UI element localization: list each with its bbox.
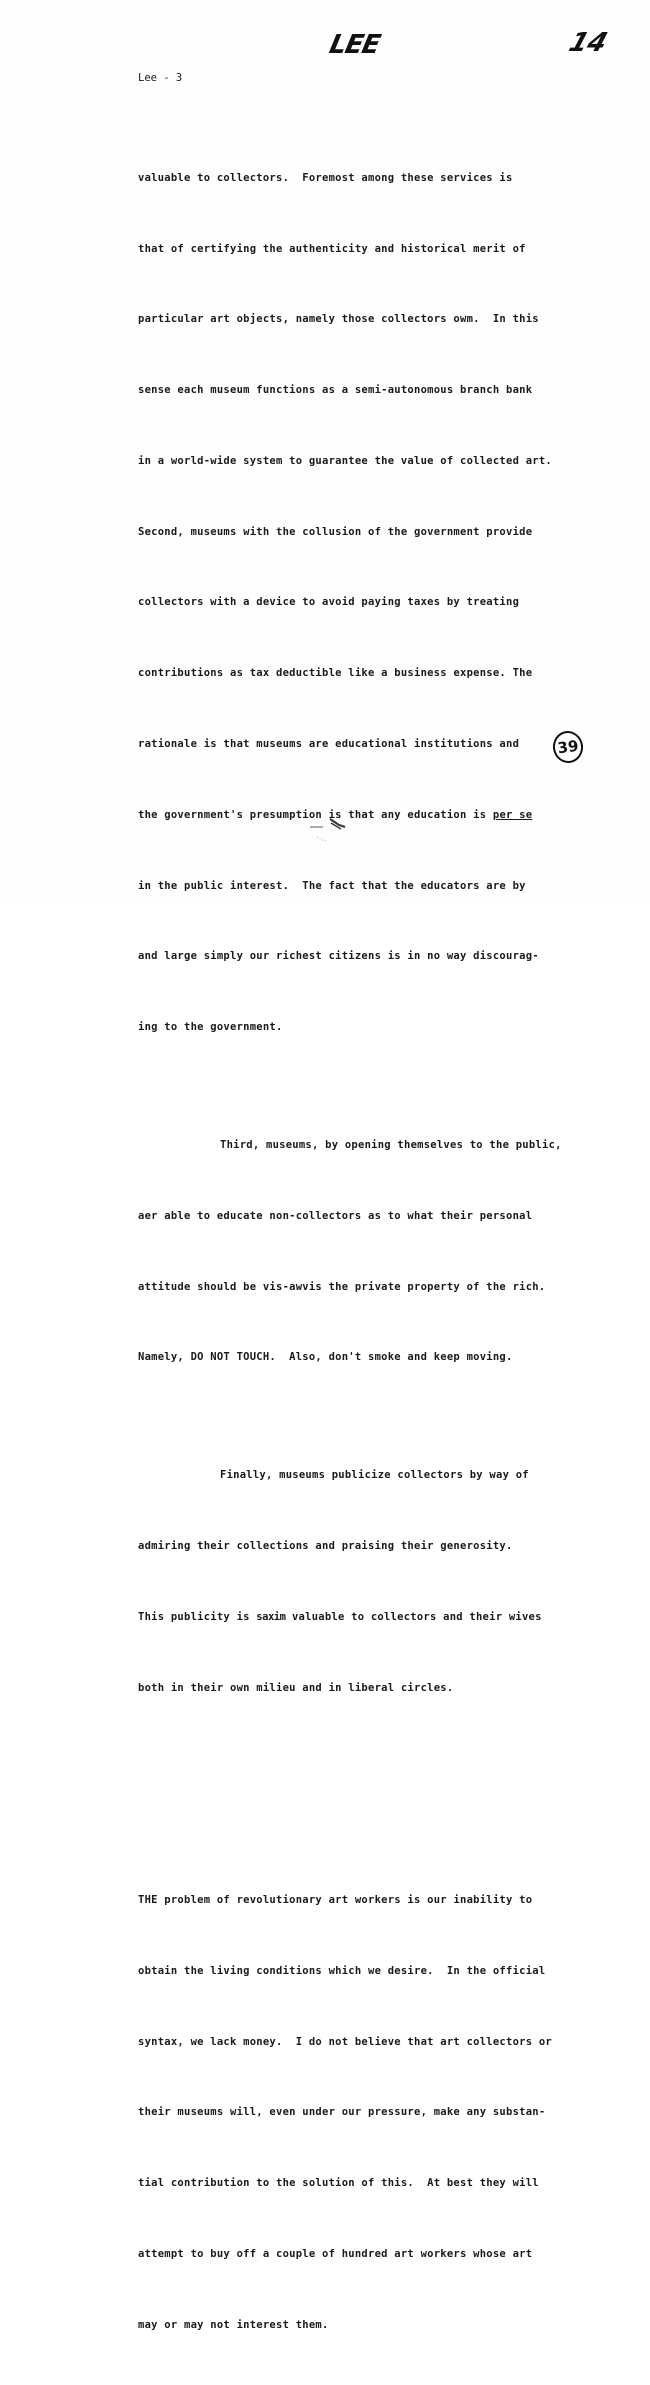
- text-line: and large simply our richest citizens is in no way discourag-: [138, 950, 539, 963]
- text-line: may or may not interest them.: [138, 2318, 329, 2331]
- text-line: tial contribution to the solution of this. At best they will: [138, 2177, 539, 2190]
- text-segment: This publicity is: [138, 1611, 257, 1623]
- text-line: Third, museums, by opening themselves to the public,: [220, 1139, 562, 1152]
- text-line: in a world-wide system to guarantee the value of collected art.: [138, 454, 553, 467]
- text-line: that of certifying the authenticity and historical merit of: [138, 242, 526, 255]
- text-line: valuable to collectors. Foremost among these services is: [138, 171, 513, 184]
- text-line: obtain the living conditions which we desire. In the official: [138, 1964, 546, 1977]
- paragraph-gap: [138, 1771, 578, 1795]
- text-line: sense each museum functions as a semi-autonomous branch bank: [138, 384, 533, 397]
- text-line: particular art objects, namely those collectors owm. In this: [138, 313, 539, 326]
- struck-out-word: saxim: [256, 1611, 286, 1623]
- text-line: their museums will, even under our pressure, make any substan-: [138, 2106, 546, 2119]
- text-line: in the public interest. The fact that the educators are by: [138, 879, 526, 892]
- text-segment: the government's presumption is that any education is: [138, 808, 493, 821]
- text-line: Second, museums with the collusion of the government provide: [138, 525, 533, 538]
- circled-page-mark: 39: [551, 729, 585, 765]
- text-line: rationale is that museums are educational institutions and: [138, 738, 520, 751]
- text-line: THE problem of revolutionary art workers is our inability to: [138, 1894, 533, 1907]
- text-line: Namely, DO NOT TOUCH. Also, don't smoke and keep moving.: [138, 1351, 513, 1364]
- text-line: contributions as tax deductible like a business expense. The: [138, 667, 533, 680]
- text-line: [138, 1606, 578, 1630]
- text-line: [138, 804, 578, 828]
- text-line: attempt to buy off a couple of hundred art workers whose art: [138, 2248, 533, 2261]
- text-line: admiring their collections and praising their generosity.: [138, 1540, 513, 1553]
- text-line: collectors with a device to avoid paying taxes by treating: [138, 596, 520, 609]
- text-line: ing to the government.: [138, 1021, 283, 1034]
- text-line: both in their own milieu and in liberal circles.: [138, 1681, 454, 1694]
- handwritten-title: LEE: [326, 30, 383, 60]
- underlined-phrase: per se: [492, 808, 533, 821]
- text-line: syntax, we lack money. I do not believe that art collectors or: [138, 2035, 553, 2048]
- text-line: attitude should be vis-awvis the private property of the rich.: [138, 1280, 546, 1293]
- text-line: Finally, museums publicize collectors by way of: [220, 1469, 529, 1482]
- document-body: [138, 96, 578, 2385]
- faint-scribble-mark: [305, 805, 355, 845]
- handwritten-page-number: 14: [565, 28, 612, 58]
- text-segment: valuable to collectors and their wives: [285, 1611, 542, 1623]
- page-header: Lee - 3: [138, 72, 183, 84]
- text-line: aer able to educate non-collectors as to what their personal: [138, 1209, 533, 1222]
